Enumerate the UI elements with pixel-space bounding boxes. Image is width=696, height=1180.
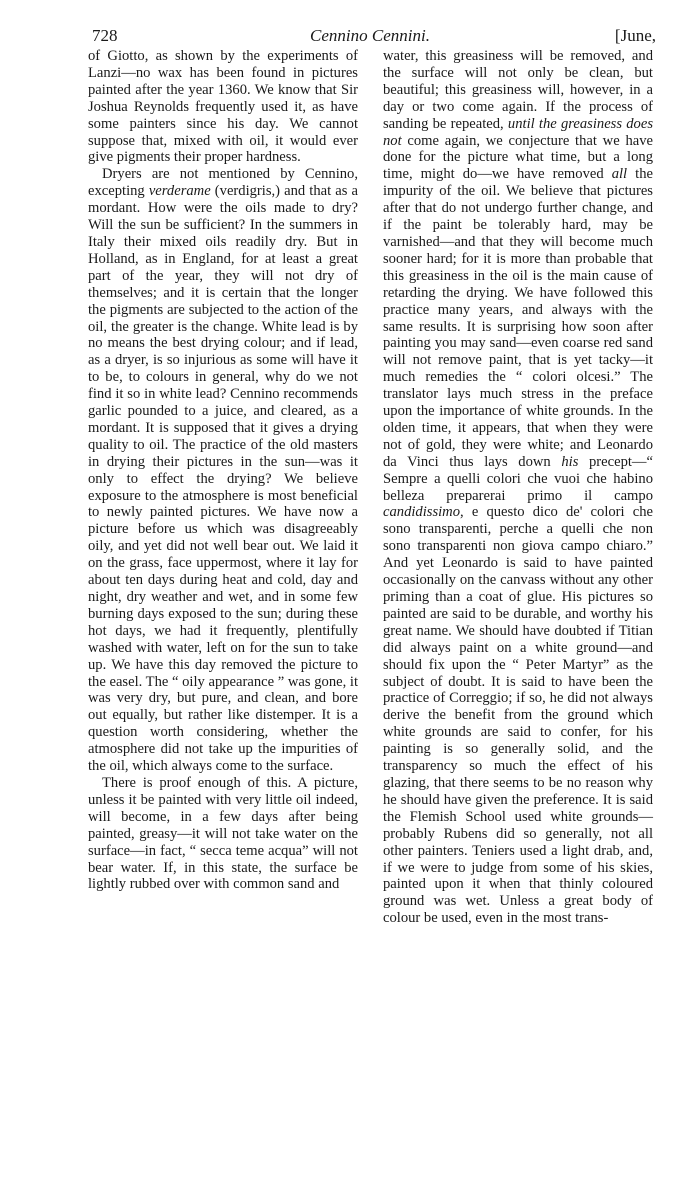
right-text-column bbox=[383, 48, 653, 927]
text-run: water, this greasiness will be removed, and the surface will not only be clean, but beautiful; this greasiness will, however, in a day or two come again. If the process of sanding be repeated, bbox=[383, 48, 653, 132]
italic-text: his bbox=[561, 453, 579, 470]
text-run: There is proof enough of this. A picture, unless it be painted with very little oil indeed, will become, in a few days after being painted, greasy—it will not take water on the surface—in fact, “ secca teme acqua” will not bear water. If, in this state, the surface be lightly rubbed over with common sand and bbox=[88, 774, 358, 893]
paragraph bbox=[88, 166, 358, 775]
issue-date: [June, bbox=[614, 26, 656, 45]
text-run: the impurity of the oil. We believe that pictures after that do not undergo further change, and if the paint be tolerably hard, may be varnished—and that they will become much sooner hard; for it is more than probable that this greasiness in the oil is the main cause of retarding the drying. We have followed this practice many years, and always with the same results. It is surprising how soon after painting you may sand—even coarse red sand will not remove paint, that is yet tacky—it much remedies the “ colori olcesi.” The translator lays much stress in the preface upon the importance of white grounds. In the olden time, it appears, that when they were not of gold, they were white; and Leonardo da Vinci thus lays down bbox=[383, 166, 653, 470]
running-title: Cennino Cennini. bbox=[310, 26, 430, 45]
italic-text: candidissimo bbox=[383, 504, 461, 521]
text-run: come again, we conjecture that we have done for the picture what time, but a long time, might do—we have removed bbox=[383, 132, 653, 183]
italic-text: all bbox=[611, 166, 628, 183]
italic-text: until the greasiness does not bbox=[383, 115, 654, 149]
text-run: of Giotto, as shown by the experiments of Lanzi—no wax has been found in pictures painted after the year 1360. We know that Sir Joshua Reynolds frequently used it, as have some painters since his day. We cannot suppose that, mixed with oil, it would ever give pigments their proper hardness. bbox=[88, 48, 358, 166]
running-header bbox=[84, 20, 656, 44]
paragraph bbox=[383, 48, 653, 927]
text-run: , e questo dico de' colori che sono transparenti, perche a quelli che non sono transparenti non giova campo chiaro.” And yet Leonardo is said to have painted occasionally on the canvass without any other priming than a coat of glue. His pictures so painted are said to be durable, and worthy his great name. We should have doubted if Titian did always paint on a white ground—and should fix upon the “ Peter Martyr” as the subject of doubt. It is said to have been the practice of Correggio; if so, he did not always derive the benefit from the ground which white grounds are said to confer, for his painting is so generally solid, and the transparency so much the effect of his glazing, that there seems to be no reason why he should have given the preference. It is said the Flemish School used white grounds—probably Rubens did so generally, not all other painters. Teniers used a light drab, and, if we were to judge from some of his skies, painted upon it when that thinly coloured ground was wet. Unless a great body of colour be used, even in the most trans- bbox=[383, 504, 653, 927]
left-text-column bbox=[88, 48, 358, 893]
text-run: (verdigris,) and that as a mordant. How were the oils made to dry? Will the sun be sufficient? In the summers in Italy their mixed oils readily dry. But in Holland, as in England, for at least a great part of the year, they will not dry of themselves; and it is certain that the longer the pigments are subjected to the action of the oil, the greater is the change. White lead is by no means the best drying colour; and if lead, as a dryer, is so injurious as some will have it to be, to colours in general, why do we not find it so in white lead? Cennino recommends garlic pounded to a juice, and cleared, as a mordant. It is supposed that it gives a drying quality to oil. The practice of the old masters in drying their pictures in the sun—was it only to effect the drying? We believe exposure to the atmosphere is most beneficial to newly painted pictures. We have now a picture before us which was disagreeably oily, and yet did not well bear out. We laid it on the grass, face uppermost, where it lay for about ten days during heat and cold, day and night, dry weather and wet, and in some few burning days exposed to the sun; during these hot days, we had it frequently, plentifully washed with water, left on for the sun to take up. We have this day removed the picture to the easel. The “ oily appearance ” was gone, it was very dry, but pure, and clean, and bore out equally, but rather like distemper. It is a question worth considering, whether the atmosphere did not take up the impurities of the oil, which always come to the surface. bbox=[88, 183, 358, 775]
paragraph bbox=[88, 48, 358, 166]
text-run: Dryers are not mentioned by Cennino, excepting bbox=[88, 166, 358, 200]
text-run: precept—“ Sempre a quelli colori che vuoi che habino belleza preparerai primo il campo bbox=[383, 453, 653, 504]
page-number: 728 bbox=[92, 26, 118, 45]
paragraph bbox=[88, 775, 358, 893]
italic-text: verderame bbox=[148, 183, 211, 200]
